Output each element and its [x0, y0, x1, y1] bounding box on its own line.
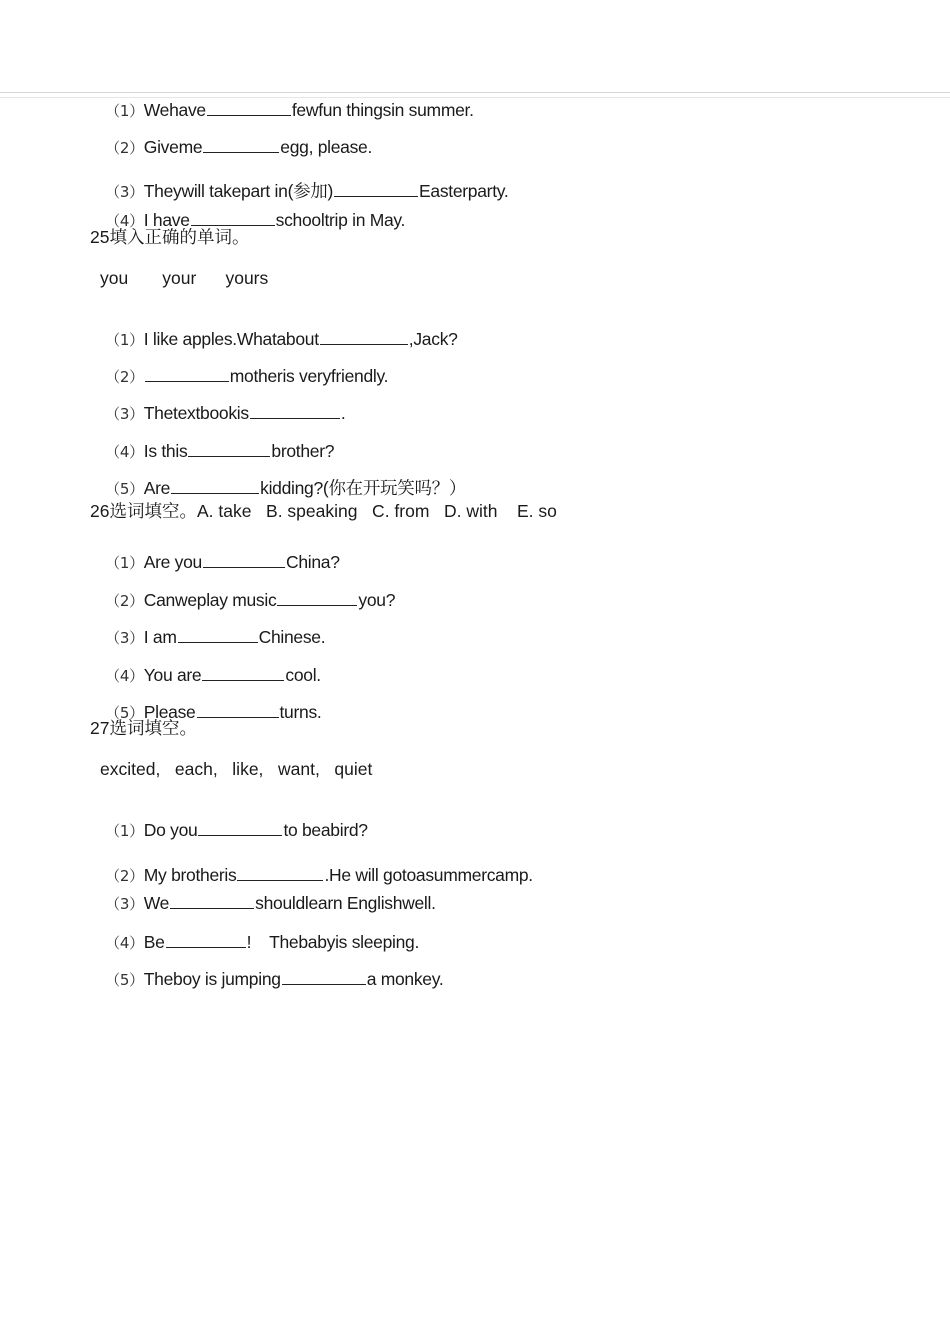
- sentence-before: Thetextbookis: [143, 403, 249, 423]
- item-number: （4）: [105, 443, 144, 461]
- answer-blank[interactable]: [191, 210, 275, 226]
- item-number: （5）: [105, 480, 144, 498]
- q27-word-options: excited, each, like, want, quiet: [100, 759, 373, 779]
- sentence-after: Chinese.: [258, 627, 326, 647]
- q27-item-1: [96, 797, 368, 842]
- sentence-before: Are: [143, 478, 171, 498]
- sentence-before: Wehave: [143, 100, 206, 120]
- q26-title: 26选词填空。A. take B. speaking C. from D. with E. so: [90, 501, 557, 521]
- sentence-after: kidding?(你在开玩笑吗？）: [260, 478, 467, 498]
- answer-blank[interactable]: [250, 403, 340, 419]
- q24-item-2: [96, 114, 372, 159]
- item-number: （5）: [105, 971, 144, 989]
- answer-blank[interactable]: [203, 552, 285, 568]
- item-number: （4）: [105, 934, 144, 952]
- item-number: （3）: [105, 405, 144, 423]
- sentence-before: I have: [143, 210, 190, 230]
- answer-blank[interactable]: [197, 702, 279, 718]
- sentence-after: ,Jack?: [408, 329, 458, 349]
- sentence-before: Is this: [143, 441, 188, 461]
- sentence-after: cool.: [285, 665, 321, 685]
- item-number: （4）: [105, 212, 144, 230]
- sentence-after: schooltrip in May.: [275, 210, 406, 230]
- sentence-after: to beabird?: [283, 820, 368, 840]
- item-number: （3）: [105, 895, 144, 913]
- answer-blank[interactable]: [203, 137, 279, 153]
- answer-blank[interactable]: [198, 820, 282, 836]
- item-number: （2）: [105, 592, 144, 610]
- sentence-before: Please: [143, 702, 196, 722]
- sentence-before: You are: [143, 665, 202, 685]
- item-number: （1）: [105, 822, 144, 840]
- item-number: （2）: [105, 867, 144, 885]
- answer-blank[interactable]: [282, 969, 366, 985]
- sentence-before: Theywill takepart in(参加): [143, 181, 334, 201]
- sentence-before: Do you: [143, 820, 198, 840]
- sentence-after: ! Thebabyis sleeping.: [246, 932, 420, 952]
- item-number: （2）: [105, 139, 144, 157]
- answer-blank[interactable]: [171, 478, 259, 494]
- sentence-after: China?: [286, 552, 340, 572]
- sentence-before: Theboy is jumping: [143, 969, 281, 989]
- answer-blank[interactable]: [178, 627, 258, 643]
- q25-item-5: [96, 455, 466, 500]
- sentence-after: .: [340, 403, 346, 423]
- item-number: （3）: [105, 629, 144, 647]
- sentence-before: Be: [143, 932, 165, 952]
- sentence-after: turns.: [279, 702, 322, 722]
- item-number: （5）: [105, 704, 144, 722]
- sentence-before: We: [143, 893, 170, 913]
- item-number: （1）: [105, 554, 144, 572]
- sentence-after: motheris veryfriendly.: [229, 366, 389, 386]
- sentence-after: a monkey.: [366, 969, 444, 989]
- q25-word-options: you your yours: [100, 268, 269, 288]
- sentence-after: fewfun thingsin summer.: [291, 100, 474, 120]
- sentence-before: I like apples.Whatabout: [143, 329, 319, 349]
- item-number: （1）: [105, 331, 144, 349]
- sentence-before: Giveme: [143, 137, 203, 157]
- sentence-before: Canweplay music: [143, 590, 277, 610]
- sentence-before: My brotheris: [143, 865, 237, 885]
- answer-blank[interactable]: [170, 893, 254, 909]
- item-number: （1）: [105, 102, 144, 120]
- sentence-after: you?: [358, 590, 396, 610]
- sentence-after: .He will gotoasummercamp.: [324, 865, 533, 885]
- q25-title: 25填入正确的单词。: [90, 227, 250, 247]
- sentence-before: I am: [143, 627, 177, 647]
- sentence-after: egg, please.: [280, 137, 373, 157]
- q27-title: 27选词填空。: [90, 718, 197, 738]
- item-number: （2）: [105, 368, 144, 386]
- sentence-after: shouldlearn Englishwell.: [255, 893, 436, 913]
- item-number: （3）: [105, 183, 144, 201]
- sentence-after: brother?: [271, 441, 335, 461]
- sentence-after: Easterparty.: [419, 181, 509, 201]
- q27-item-5: [96, 946, 443, 991]
- sentence-before: Are you: [143, 552, 202, 572]
- item-number: （4）: [105, 667, 144, 685]
